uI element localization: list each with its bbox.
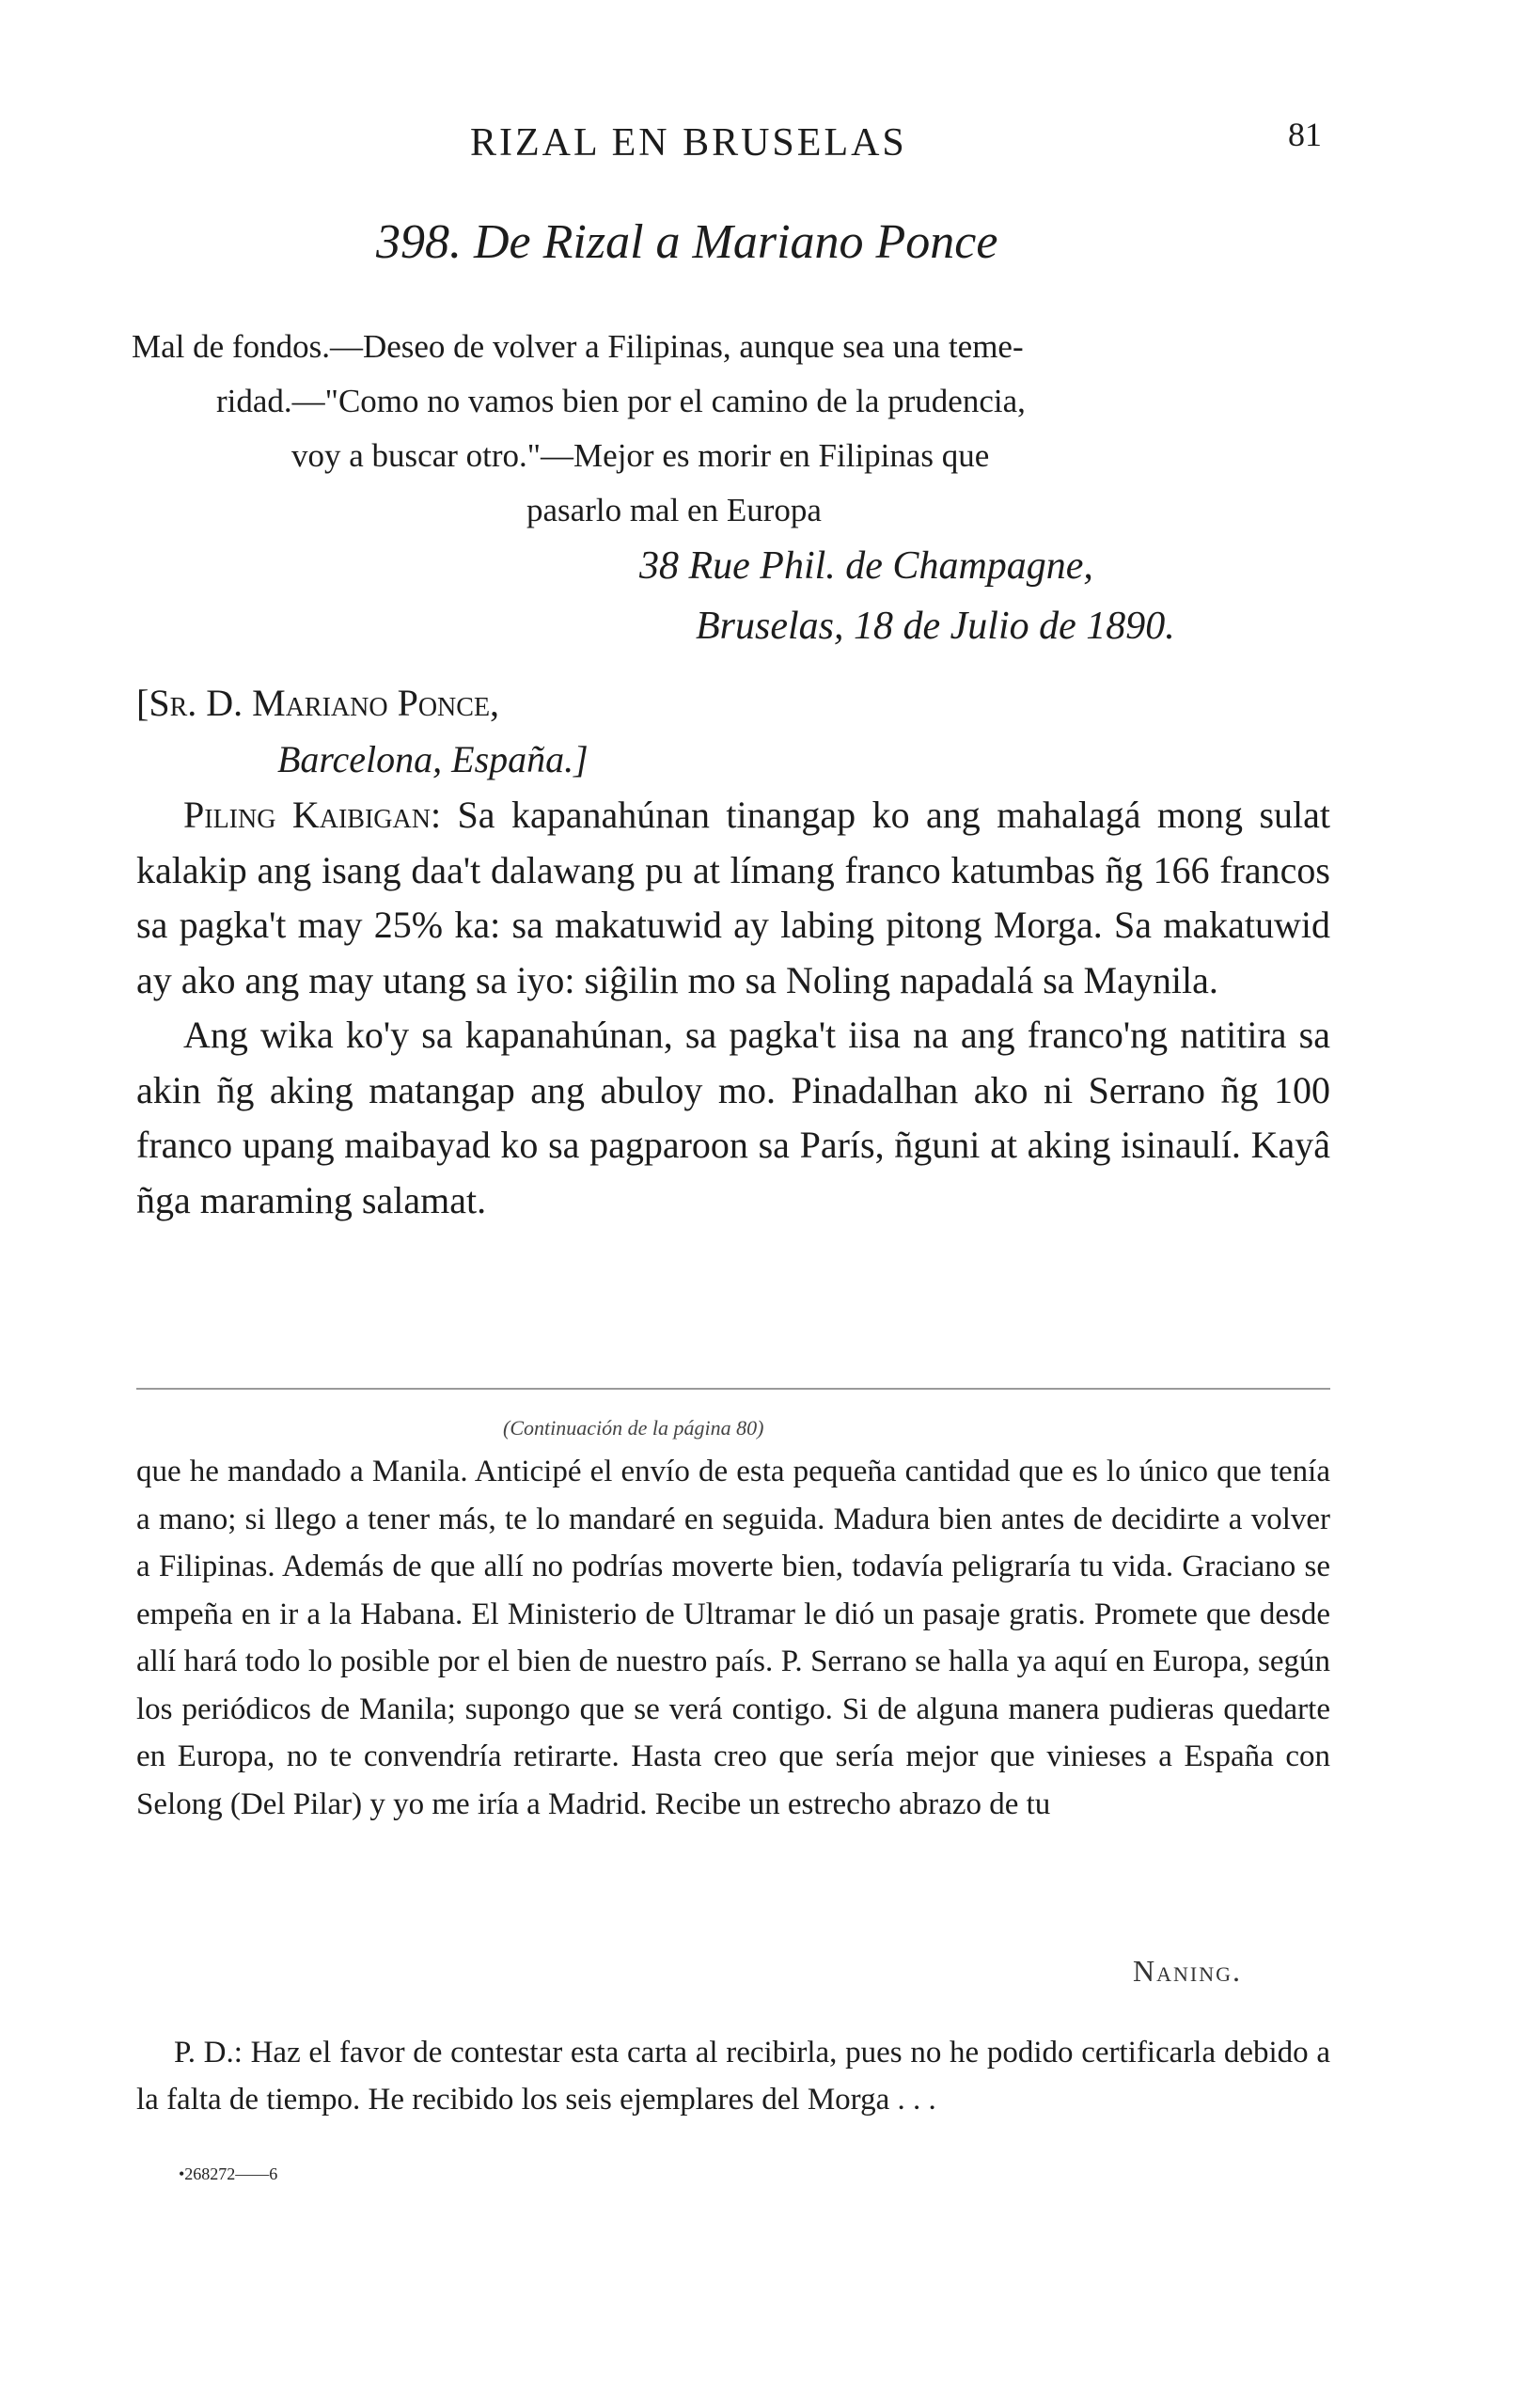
footnote-paragraph: que he mandado a Manila. Anticipé el envío de esta pequeña cantidad que es lo único que tenía a mano; si llego a tener más, te lo mandaré en seguida. Madura bien antes de decidirte a volver a Filipinas. Además de que allí no podrías moverte bien, todavía peligraría tu vida. Graciano se empeña en ir a la Habana. El Ministerio de Ultramar le dió un pasaje gratis. Promete que desde allí hará todo lo posible por el bien de nuestro país. P. Serrano se halla ya aquí en Europa, según los periódicos de Manila; supongo que se verá contigo. Si de alguna manera pudieras quedarte en Europa, no te convendría retirarte. Hasta creo que sería mejor que vinieses a España con Selong (Del Pilar) y yo me iría a Madrid. Recibe un estrecho abrazo de tu xyxy=(136,1455,1330,1821)
dateline xyxy=(639,536,1175,656)
letter-summary xyxy=(132,320,1344,538)
dateline-place-date: Bruselas, 18 de Julio de 1890. xyxy=(696,605,1175,648)
footnote-divider xyxy=(136,1388,1330,1390)
recipient-location: Barcelona, España.] xyxy=(277,738,589,780)
letter-title: 398. De Rizal a Mariano Ponce xyxy=(376,215,998,269)
summary-line: Mal de fondos.—Deseo de volver a Filipinas, aunque sea una teme- xyxy=(132,328,1024,365)
print-code: •268272——6 xyxy=(179,2164,278,2183)
footnote-text xyxy=(136,1448,1330,1828)
letter-body xyxy=(136,788,1330,1228)
summary-line: voy a buscar otro."—Mejor es morir en Filipinas que xyxy=(291,437,990,474)
recipient-name: [Sr. D. Mariano Ponce, xyxy=(136,682,500,724)
dateline-address: 38 Rue Phil. de Champagne, xyxy=(639,544,1093,588)
paragraph-text: Sa kapanahúnan tinangap ko ang mahalagá mong sulat kalakip ang isang daa't dalawang pu at límang franco katumbas ñg 166 francos sa pagka't may 25% ka: sa makatuwid ay labing pitong Morga. Sa makatuwid ay ako ang may utang sa iyo: siĝilin mo sa Noling napadalá sa Maynila. xyxy=(136,794,1330,1001)
body-paragraph: Ang wika ko'y sa kapanahúnan, sa pagka't iisa na ang franco'ng natitira sa akin ñg aking matangap ang abuloy mo. Pinadalhan ako ni Serrano ñg 100 franco upang maibayad ko sa pagparoon sa París, ñguni at aking isinaulí. Kayâ ñga maraming salamat. xyxy=(136,1014,1330,1221)
salutation: Piling Kaibigan: xyxy=(183,794,442,836)
signature: Naning. xyxy=(1133,1954,1242,1988)
body-paragraph xyxy=(136,788,1330,1008)
postscript: P. D.: Haz el favor de contestar esta carta al recibirla, pues no he podido certificarla debido a la falta de tiempo. He recibido los seis ejemplares del Morga . . . xyxy=(136,2036,1330,2117)
recipient-block xyxy=(136,675,589,788)
running-head: RIZAL EN BRUSELAS xyxy=(470,121,907,165)
continuation-note: (Continuación de la página 80) xyxy=(503,1416,764,1440)
page-number: 81 xyxy=(1288,116,1322,153)
summary-line: ridad.—"Como no vamos bien por el camino de la prudencia, xyxy=(216,383,1026,419)
summary-line: pasarlo mal en Europa xyxy=(526,492,822,528)
